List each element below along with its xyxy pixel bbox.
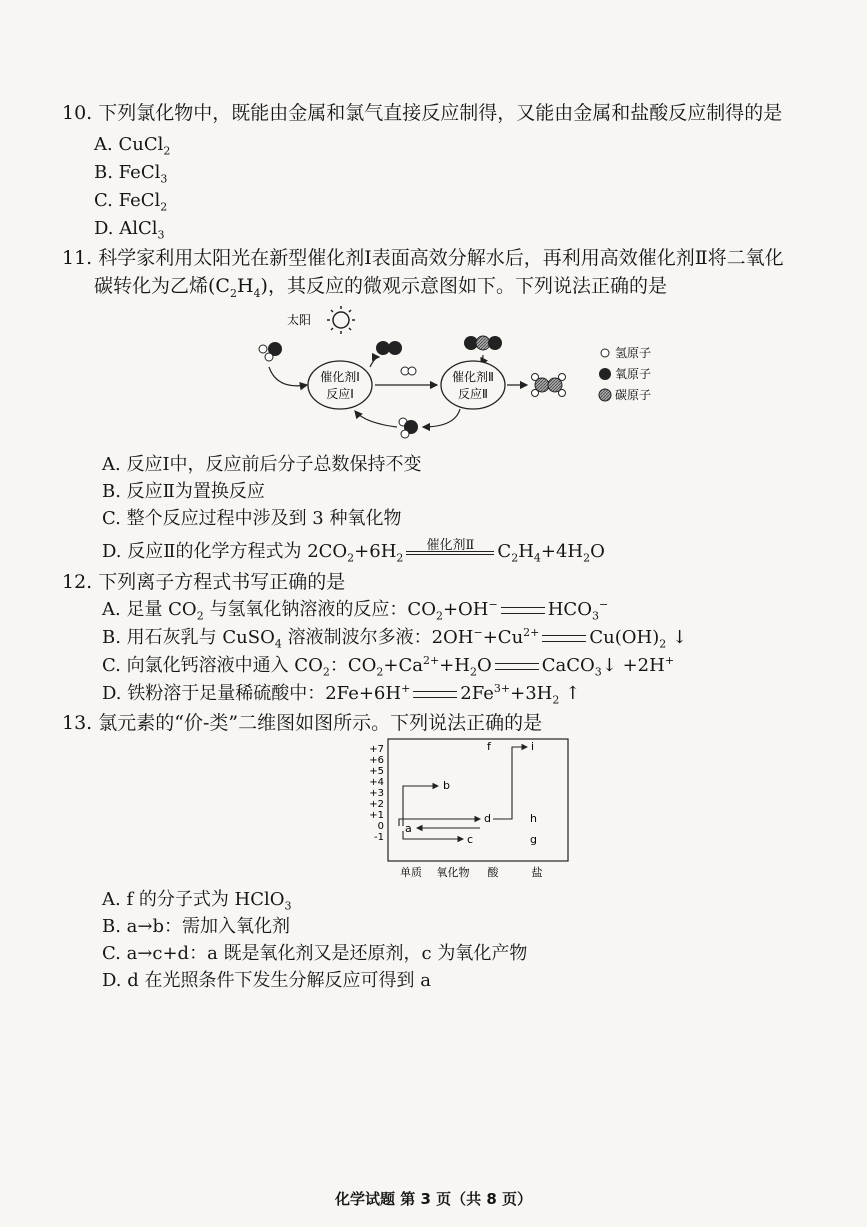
point-c-label: c bbox=[467, 833, 474, 846]
point-f-label: f bbox=[487, 740, 491, 753]
eq-part: C. 向氯化钙溶液中通入 CO bbox=[102, 655, 323, 676]
eq-part: +6H bbox=[354, 541, 397, 562]
catalyst-2-label: 催化剂Ⅱ bbox=[452, 370, 494, 384]
x-label: 氧化物 bbox=[436, 866, 470, 879]
eq-part: O bbox=[590, 541, 605, 562]
eq-part: C bbox=[497, 541, 512, 562]
y-axis-ticks bbox=[369, 744, 384, 843]
point-g-label: g bbox=[530, 833, 537, 846]
x-label: 酸 bbox=[487, 866, 499, 879]
eq-part: +4H bbox=[540, 541, 584, 562]
valence-class-chart bbox=[355, 736, 575, 882]
q12-option-b bbox=[102, 625, 687, 651]
q10-option-a-formula: CuCl bbox=[118, 134, 164, 155]
sun-icon bbox=[327, 306, 355, 334]
q11-stem-part: H bbox=[236, 275, 254, 297]
y-tick: 0 bbox=[377, 821, 384, 832]
eq-part: ：CO bbox=[329, 655, 377, 676]
point-b-label: b bbox=[443, 779, 450, 792]
q11-stem-part: 碳转化为乙烯(C bbox=[94, 275, 230, 297]
q11-option-d bbox=[102, 539, 605, 565]
eq-part: H bbox=[518, 541, 534, 562]
q13-option-c: C. a→c+d：a 既是氧化剂又是还原剂，c 为氧化产物 bbox=[102, 943, 528, 964]
eq-part: ↓ bbox=[672, 627, 688, 648]
q12-option-a bbox=[102, 597, 608, 623]
question-12-stem: 12. 下列离子方程式书写正确的是 bbox=[62, 571, 346, 593]
eq-sub: 4 bbox=[274, 637, 282, 651]
question-11-stem-line1: 11. 科学家利用太阳光在新型催化剂Ⅰ表面高效分解水后，再利用高效催化剂Ⅱ将二氧化 bbox=[62, 247, 784, 269]
page-footer: 化学试题 第 3 页（共 8 页） bbox=[335, 1190, 532, 1208]
legend-oxygen-label: 氧原子 bbox=[615, 367, 652, 381]
eq-part: O bbox=[476, 655, 492, 676]
y-tick: -1 bbox=[374, 832, 384, 843]
eq-sub: 2 bbox=[376, 665, 384, 679]
reaction-2-label: 反应Ⅱ bbox=[458, 387, 488, 401]
q11-option-c: C. 整个反应过程中涉及到 3 种氧化物 bbox=[102, 508, 402, 529]
eq-sub: 2 bbox=[511, 551, 519, 565]
q11-option-a: A. 反应Ⅰ中，反应前后分子总数保持不变 bbox=[102, 454, 422, 475]
question-13-stem: 13. 氯元素的“价-类”二维图如图所示。下列说法正确的是 bbox=[62, 712, 543, 734]
eq-sub: 2 bbox=[659, 637, 667, 651]
q11-option-b: B. 反应Ⅱ为置换反应 bbox=[102, 481, 265, 502]
eq-part: +H bbox=[439, 655, 470, 676]
eq-part: +3H bbox=[510, 683, 553, 704]
q10-option-c-label: C. bbox=[94, 190, 119, 211]
eq-sup: 2+ bbox=[523, 626, 540, 639]
eq-sub: 2 bbox=[347, 551, 355, 565]
q10-option-d-formula: AlCl bbox=[119, 218, 158, 239]
q10-option-a-sub: 2 bbox=[163, 144, 171, 158]
q10-option-b bbox=[94, 160, 167, 186]
y-tick: +1 bbox=[369, 810, 384, 821]
eq-part: +OH bbox=[442, 599, 489, 620]
q10-option-c-formula: FeCl bbox=[118, 190, 161, 211]
eq-part: B. 用石灰乳与 CuSO bbox=[102, 627, 275, 648]
q12-option-c bbox=[102, 653, 674, 679]
eq-part: 与氢氧化钠溶液的反应：CO bbox=[209, 599, 436, 620]
question-11-stem-line2 bbox=[94, 272, 667, 300]
q13-option-a bbox=[102, 887, 292, 913]
eq-sub: 3 bbox=[591, 609, 599, 623]
q10-option-b-sub: 3 bbox=[160, 172, 168, 186]
eq-part: +Ca bbox=[383, 655, 423, 676]
sun-label: 太阳 bbox=[287, 313, 312, 327]
q10-option-a bbox=[94, 132, 170, 158]
eq-sub: 2 bbox=[583, 551, 591, 565]
eq-sub: 2 bbox=[435, 609, 443, 623]
eq-sub: 2 bbox=[469, 665, 477, 679]
chart-frame bbox=[388, 739, 568, 861]
q10-option-b-label: B. bbox=[94, 162, 119, 183]
q11-stem-sub: 4 bbox=[253, 286, 261, 300]
reaction-condition-arrow bbox=[406, 538, 494, 562]
equals-line-top bbox=[406, 551, 494, 552]
eq-part: A. f 的分子式为 HClO bbox=[102, 889, 285, 910]
hydrogen-molecule-icon bbox=[401, 367, 416, 375]
q10-option-d-label: D. bbox=[94, 218, 120, 239]
q10-option-c bbox=[94, 188, 167, 214]
water-molecule-icon bbox=[259, 342, 282, 361]
eq-part: D. 反应Ⅱ的化学方程式为 2CO bbox=[102, 541, 348, 562]
eq-part: ↑ bbox=[565, 683, 581, 704]
carbon-dioxide-molecule-icon bbox=[464, 336, 502, 350]
q12-option-d bbox=[102, 681, 580, 707]
point-a-label: a bbox=[405, 822, 412, 835]
point-d-label: d bbox=[484, 812, 491, 825]
reaction-1-label: 反应Ⅰ bbox=[326, 387, 354, 401]
eq-part: D. 铁粉溶于足量稀硫酸中：2Fe+6H bbox=[102, 683, 402, 704]
oxygen-molecule-icon bbox=[376, 341, 402, 355]
y-tick: +5 bbox=[369, 766, 384, 777]
point-i-label: i bbox=[531, 740, 535, 753]
eq-part: A. 足量 CO bbox=[102, 599, 197, 620]
q10-option-c-sub: 2 bbox=[160, 200, 168, 214]
equals-line-bottom bbox=[406, 554, 494, 555]
equals-sign bbox=[495, 663, 539, 670]
eq-part: ↓ +2H bbox=[601, 655, 665, 676]
eq-part: CaCO bbox=[541, 655, 595, 676]
y-tick: +3 bbox=[369, 788, 384, 799]
legend bbox=[599, 346, 651, 402]
eq-part: Cu(OH) bbox=[589, 627, 660, 648]
x-label: 盐 bbox=[531, 866, 543, 879]
eq-sub: 2 bbox=[322, 665, 330, 679]
equals-sign bbox=[413, 691, 457, 698]
eq-sup: − bbox=[473, 626, 483, 639]
y-tick: +7 bbox=[369, 744, 384, 755]
eq-sub: 2 bbox=[196, 609, 204, 623]
y-tick: +4 bbox=[369, 777, 384, 788]
eq-sup: + bbox=[401, 682, 411, 695]
eq-part: HCO bbox=[547, 599, 592, 620]
eq-sub: 3 bbox=[284, 899, 292, 913]
eq-sup: − bbox=[598, 598, 609, 611]
eq-part: 溶液制波尔多液：2OH bbox=[287, 627, 474, 648]
chart-points bbox=[405, 740, 537, 846]
point-h-label: h bbox=[530, 812, 537, 825]
q10-option-d bbox=[94, 216, 165, 242]
eq-sub: 2 bbox=[552, 693, 560, 707]
catalyst-1-box bbox=[308, 361, 372, 409]
x-label: 单质 bbox=[400, 866, 422, 879]
conversion-arrows bbox=[399, 747, 527, 839]
q10-option-d-sub: 3 bbox=[157, 228, 165, 242]
eq-sub: 2 bbox=[396, 551, 404, 565]
q13-option-b: B. a→b：需加入氧化剂 bbox=[102, 916, 291, 937]
legend-carbon-label: 碳原子 bbox=[615, 388, 652, 402]
y-tick: +6 bbox=[369, 755, 384, 766]
equals-sign bbox=[501, 607, 545, 614]
question-10-stem: 10. 下列氯化物中，既能由金属和氯气直接反应制得，又能由金属和盐酸反应制得的是 bbox=[62, 102, 783, 124]
eq-sup: + bbox=[664, 654, 675, 667]
q11-stem-part: )，其反应的微观示意图如下。下列说法正确的是 bbox=[260, 275, 667, 297]
equals-sign bbox=[542, 635, 586, 642]
water-molecule-bottom-icon bbox=[399, 418, 418, 438]
eq-sub: 3 bbox=[594, 665, 602, 679]
q13-option-d: D. d 在光照条件下发生分解反应可得到 a bbox=[102, 970, 431, 991]
q10-option-a-label: A. bbox=[94, 134, 119, 155]
reaction-condition-label: 催化剂Ⅱ bbox=[426, 538, 475, 553]
eq-part: 2Fe bbox=[460, 683, 494, 704]
legend-hydrogen-label: 氢原子 bbox=[615, 346, 652, 360]
eq-sup: − bbox=[488, 598, 498, 611]
eq-sup: 3+ bbox=[493, 682, 511, 695]
catalyst-1-label: 催化剂Ⅰ bbox=[320, 370, 360, 384]
q10-option-b-formula: FeCl bbox=[118, 162, 161, 183]
eq-part: +Cu bbox=[482, 627, 524, 648]
catalyst-2-box bbox=[441, 361, 505, 409]
eq-sup: 2+ bbox=[422, 654, 440, 667]
y-tick: +2 bbox=[369, 799, 384, 810]
q11-stem-sub: 2 bbox=[229, 286, 237, 300]
eq-sub: 4 bbox=[533, 551, 541, 565]
ethylene-molecule-icon bbox=[532, 374, 566, 397]
reaction-mechanism-diagram bbox=[255, 305, 675, 440]
x-axis-labels bbox=[400, 865, 543, 879]
